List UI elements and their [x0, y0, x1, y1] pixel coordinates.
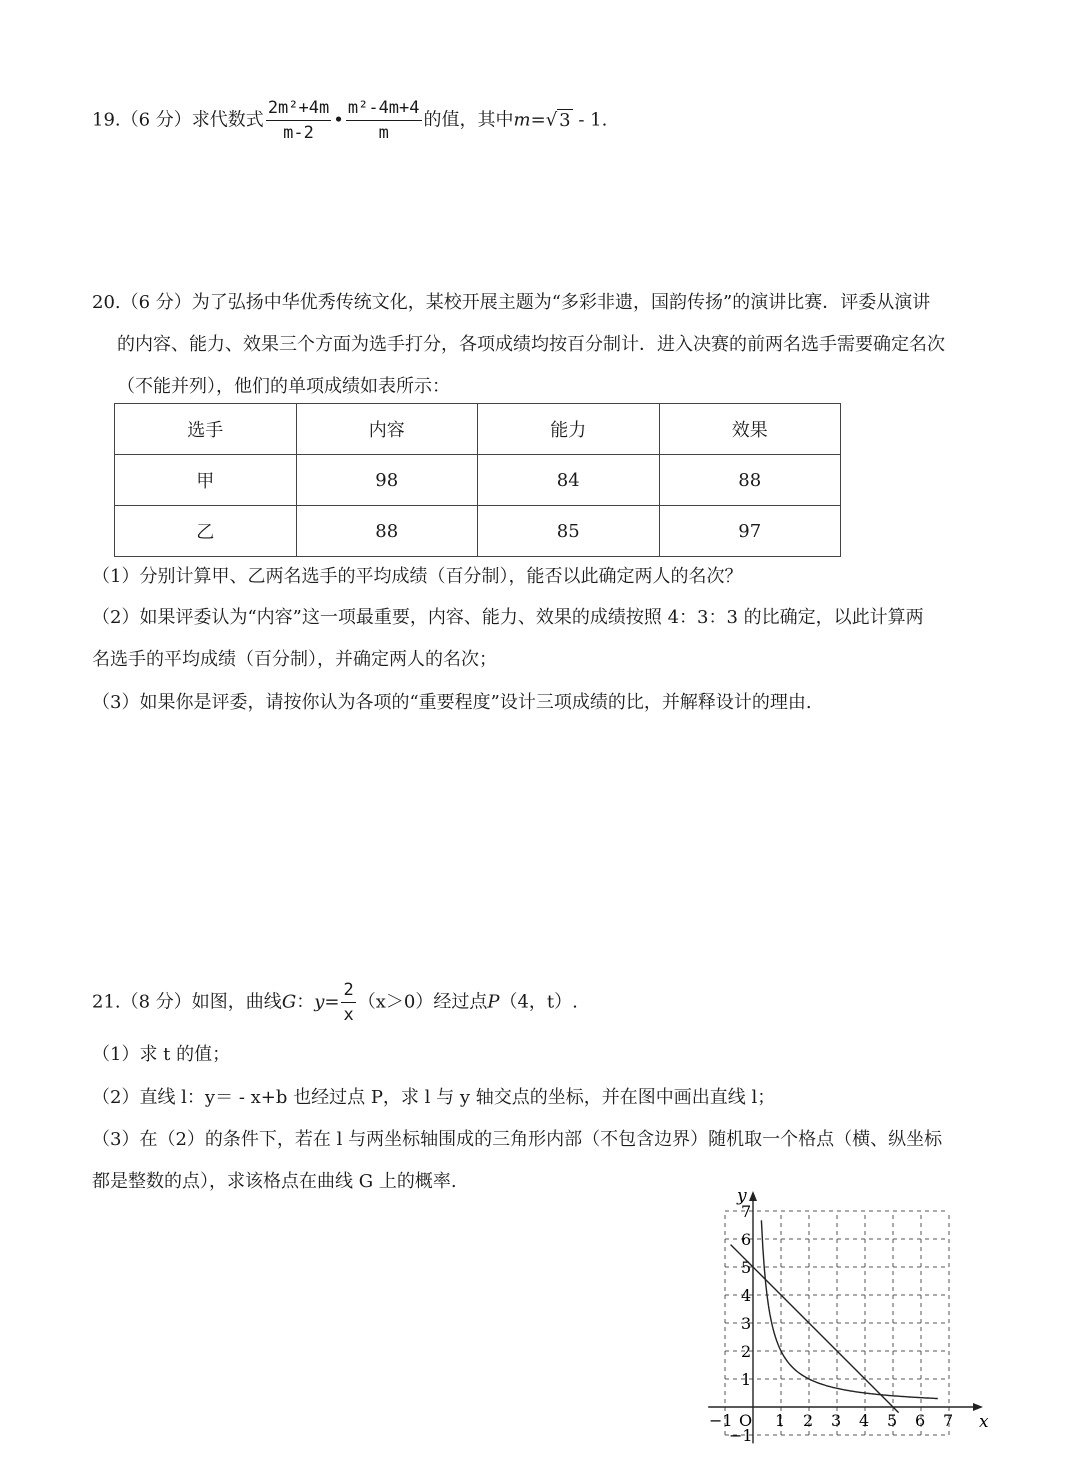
q20-line3: （不能并列），他们的单项成绩如表所示：	[117, 376, 450, 397]
q21-sub2: （2）直线 l：y＝ - x+b 也经过点 P，求 l 与 y 轴交点的坐标，并在图中画出直线 l；	[92, 1087, 776, 1108]
score-table	[114, 403, 841, 557]
y-tick-label: 4	[741, 1286, 752, 1305]
x-tick-label: 7	[943, 1411, 954, 1430]
q21-sub3b: 都是整数的点），求该格点在曲线 G 上的概率.	[92, 1171, 457, 1192]
y-tick-label: −1	[729, 1426, 753, 1445]
table-header: 能力	[478, 404, 660, 455]
q19-radicand: 3	[559, 109, 571, 131]
coordinate-graph	[700, 1160, 1000, 1455]
x-tick-label: 1	[775, 1411, 786, 1430]
q20-line1: 20.（6 分）为了弘扬中华优秀传统文化，某校开展主题为“多彩非遗，国韵传扬”的演讲比赛．评委从演讲	[92, 292, 931, 313]
x-axis-label: x	[979, 1412, 989, 1432]
table-row	[115, 506, 841, 557]
table-cell: 85	[478, 506, 660, 557]
table-cell: 乙	[115, 506, 297, 557]
q21-sub1: （1）求 t 的值；	[92, 1044, 231, 1065]
q19-eq: =	[530, 109, 546, 131]
q19-fraction-2	[346, 98, 422, 143]
q21-frac-den: x	[343, 1005, 354, 1025]
q21-fraction	[341, 980, 355, 1025]
q21-frac-num: 2	[341, 980, 355, 1003]
y-tick-label: 1	[741, 1370, 752, 1389]
y-tick-label: 3	[741, 1314, 752, 1333]
q19	[92, 98, 607, 143]
y-axis-arrow	[749, 1191, 757, 1201]
q20-sub3: （3）如果你是评委，请按你认为各项的“重要程度”设计三项成绩的比，并解释设计的理由.	[92, 692, 812, 713]
table-cell: 88	[296, 506, 478, 557]
table-header-row	[115, 404, 841, 455]
sqrt-sign: √	[545, 109, 558, 131]
q21-point: P	[487, 991, 500, 1013]
hyperbola-curve	[761, 1220, 937, 1398]
table-cell: 甲	[115, 455, 297, 506]
x-tick-label: 3	[831, 1411, 842, 1430]
q19-frac2-num: m²-4m+4	[346, 98, 422, 121]
table-header: 内容	[296, 404, 478, 455]
y-tick-label: 7	[741, 1202, 752, 1221]
x-tick-label: 4	[859, 1411, 870, 1430]
q20-sub1: （1）分别计算甲、乙两名选手的平均成绩（百分制），能否以此确定两人的名次？	[92, 566, 743, 587]
q19-mid: 的值，其中	[423, 109, 514, 131]
q20-line2: 的内容、能力、效果三个方面为选手打分，各项成绩均按百分制计．进入决赛的前两名选手需要确定名次	[117, 334, 945, 355]
q21-y: y	[314, 991, 325, 1013]
q19-operator: •	[333, 109, 344, 131]
x-tick-label: −1	[709, 1411, 733, 1430]
x-axis-arrow	[973, 1403, 983, 1411]
q20-sub2b: 名选手的平均成绩（百分制），并确定两人的名次；	[92, 649, 497, 670]
q19-frac1-den: m-2	[283, 123, 314, 143]
table-cell: 88	[659, 455, 841, 506]
line-l	[731, 1245, 899, 1413]
x-tick-label: 5	[887, 1411, 898, 1430]
q20-sub2a: （2）如果评委认为“内容”这一项最重要，内容、能力、效果的成绩按照 4：3：3 的比确定，以此计算两	[92, 607, 924, 628]
q19-frac1-num: 2m²+4m	[266, 98, 331, 121]
q19-var: m	[513, 109, 531, 131]
y-tick-label: 6	[741, 1230, 752, 1249]
x-tick-label: 6	[915, 1411, 926, 1430]
q21-sub3a: （3）在（2）的条件下，若在 l 与两坐标轴围成的三角形内部（不包含边界）随机取一个格点（横、纵坐标	[92, 1129, 943, 1150]
table-cell: 84	[478, 455, 660, 506]
q21-cond: （x＞0）经过点	[357, 991, 488, 1013]
q21-colon: ：	[296, 991, 315, 1013]
table-row	[115, 455, 841, 506]
origin-label: O	[739, 1411, 753, 1430]
q21-head: 21.（8 分）如图，曲线	[92, 991, 282, 1013]
dashed-grid	[725, 1211, 949, 1435]
q19-head: 19.（6 分）求代数式	[92, 109, 264, 131]
q19-tail: - 1.	[572, 109, 608, 131]
y-axis-label: y	[737, 1186, 747, 1206]
table-cell: 97	[659, 506, 841, 557]
q21-eq: =	[324, 991, 340, 1013]
q19-fraction-1	[266, 98, 331, 143]
q21	[92, 980, 578, 1025]
y-tick-label: 5	[741, 1258, 752, 1277]
q21-curve: G	[281, 991, 297, 1013]
q19-frac2-den: m	[378, 123, 389, 143]
table-header: 选手	[115, 404, 297, 455]
y-tick-label: 2	[741, 1342, 752, 1361]
x-tick-label: 2	[803, 1411, 814, 1430]
q21-coords: （4，t）.	[499, 991, 578, 1013]
table-header: 效果	[659, 404, 841, 455]
table-cell: 98	[296, 455, 478, 506]
